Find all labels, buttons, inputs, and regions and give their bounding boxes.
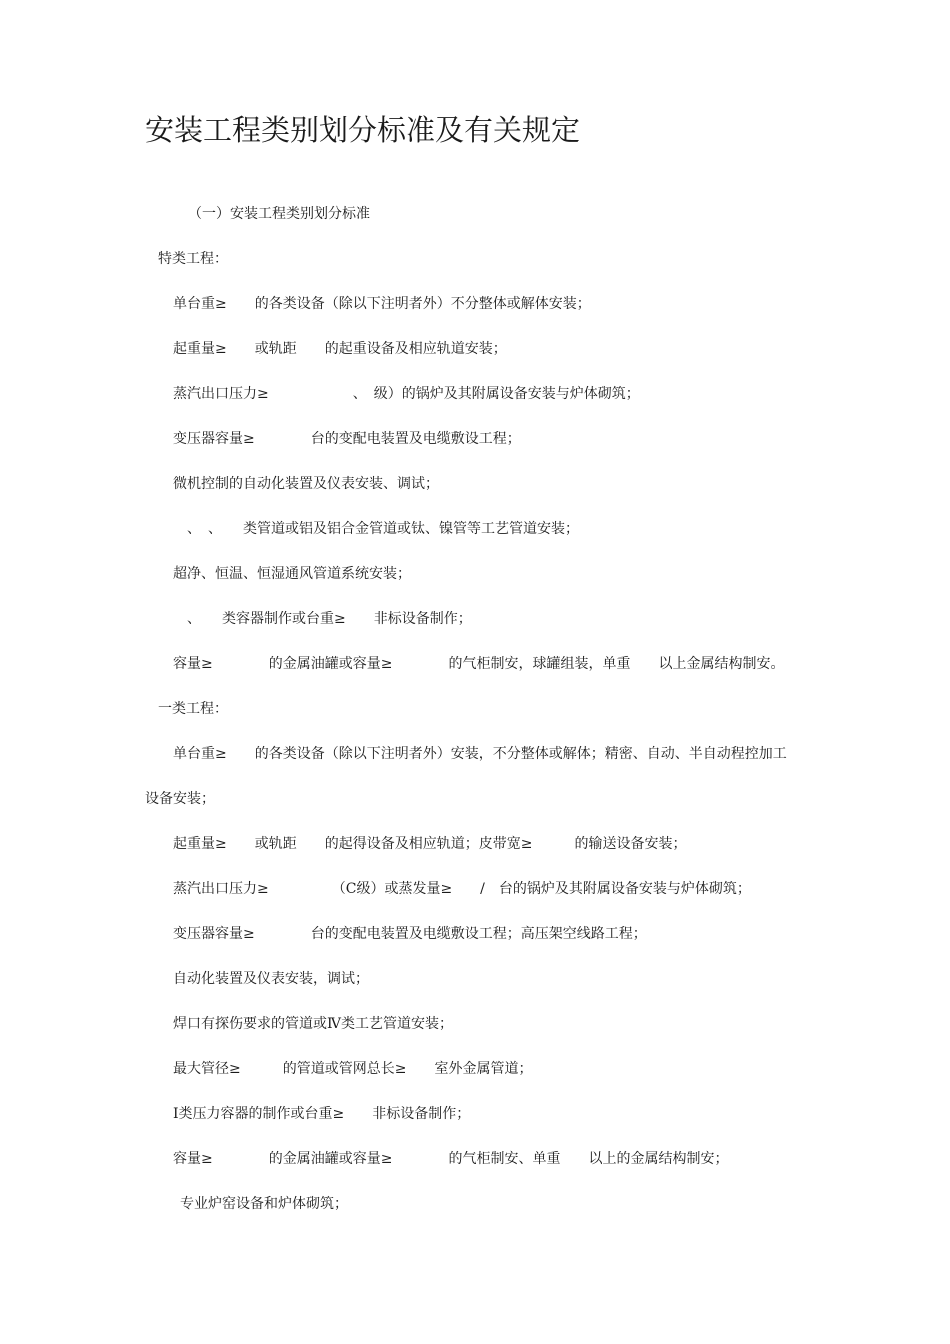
class-one-item-9: 容量≥ 的金属油罐或容量≥ 的气柜制安、单重 以上的金属结构制安； (173, 1151, 729, 1167)
class-one-item-3: 蒸汽出口压力≥ （C级）或蒸发量≥ / 台的锅炉及其附属设备安装与炉体砌筑； (173, 881, 751, 897)
document-title: 安装工程类别划分标准及有关规定 (145, 113, 581, 147)
special-item-4: 变压器容量≥ 台的变配电装置及电缆敷设工程； (173, 431, 521, 447)
section-heading: （一）安装工程类别划分标准 (188, 206, 370, 222)
special-item-7: 超净、恒温、恒湿通风管道系统安装； (173, 566, 411, 582)
class-one-heading: 一类工程： (158, 701, 228, 717)
special-class-heading: 特类工程： (158, 251, 228, 267)
class-one-item-5: 自动化装置及仪表安装，调试； (173, 971, 369, 987)
class-one-item-1-cont: 设备安装； (145, 791, 215, 807)
special-item-8: 、 类容器制作或台重≥ 非标设备制作； (173, 611, 472, 627)
special-item-9: 容量≥ 的金属油罐或容量≥ 的气柜制安，球罐组装，单重 以上金属结构制安。 (173, 656, 785, 672)
special-item-6: 、 、 类管道或铝及铝合金管道或钛、镍管等工艺管道安装； (173, 521, 579, 537)
class-one-item-1: 单台重≥ 的各类设备（除以下注明者外）安装，不分整体或解体；精密、自动、半自动程控加工 (173, 746, 787, 762)
class-one-item-8: Ⅰ类压力容器的制作或台重≥ 非标设备制作； (173, 1106, 471, 1122)
special-item-5: 微机控制的自动化装置及仪表安装、调试； (173, 476, 439, 492)
special-item-1: 单台重≥ 的各类设备（除以下注明者外）不分整体或解体安装； (173, 296, 591, 312)
class-one-item-7: 最大管径≥ 的管道或管网总长≥ 室外金属管道； (173, 1061, 533, 1077)
class-one-item-4: 变压器容量≥ 台的变配电装置及电缆敷设工程；高压架空线路工程； (173, 926, 647, 942)
special-item-3: 蒸汽出口压力≥ 、 级）的锅炉及其附属设备安装与炉体砌筑； (173, 386, 640, 402)
class-one-item-10: 专业炉窑设备和炉体砌筑； (180, 1196, 348, 1212)
special-item-2: 起重量≥ 或轨距 的起重设备及相应轨道安装； (173, 341, 507, 357)
class-one-item-6: 焊口有探伤要求的管道或Ⅳ类工艺管道安装； (173, 1016, 453, 1032)
class-one-item-2: 起重量≥ 或轨距 的起得设备及相应轨道；皮带宽≥ 的输送设备安装； (173, 836, 687, 852)
